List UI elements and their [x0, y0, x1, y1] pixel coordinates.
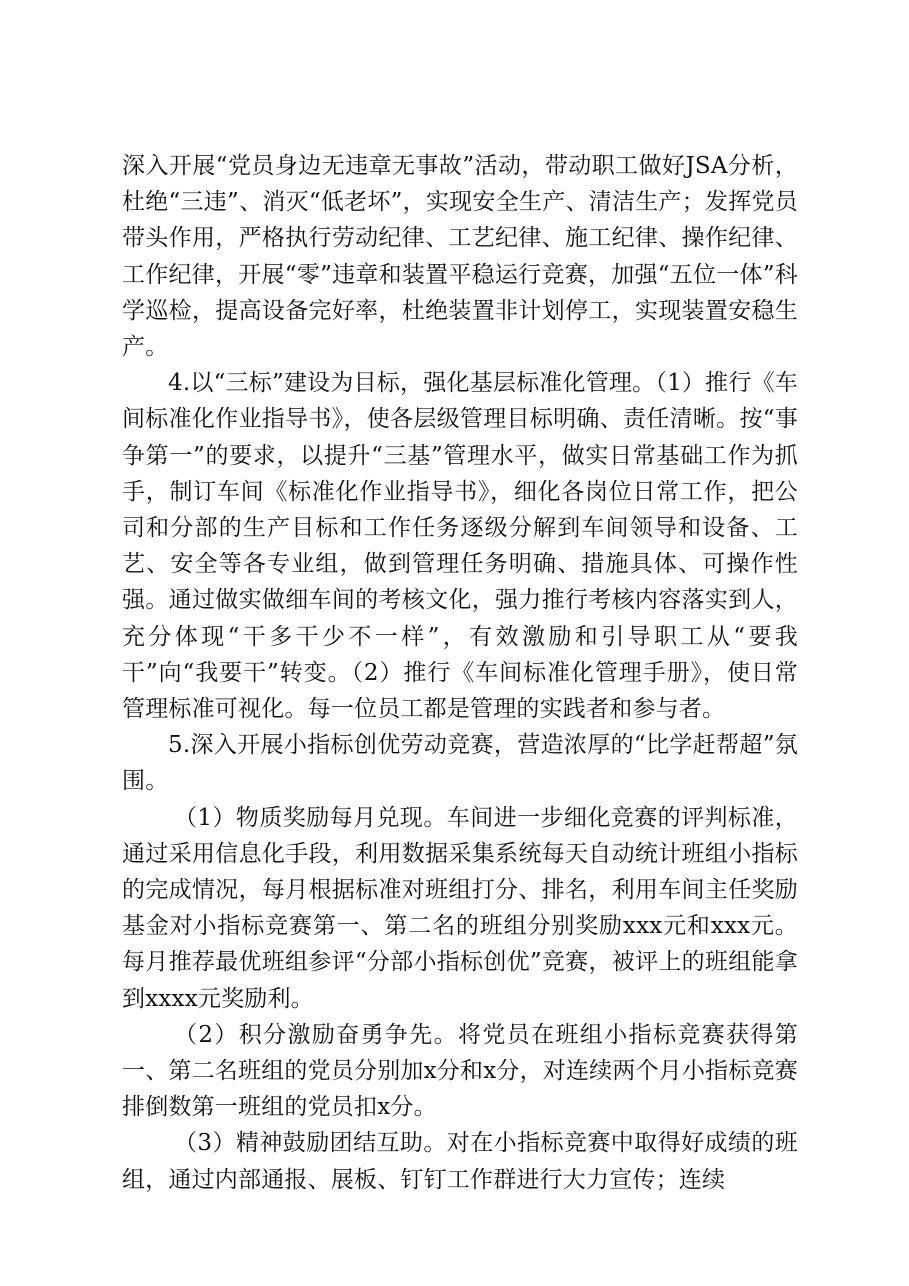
paragraph-item-1: （1）物质奖励每月兑现。车间进一步细化竞赛的评判标准，通过采用信息化手段，利用数据采集系统每天自动统计班组小指标的完成情况，每月根据标准对班组打分、排名，利用车间主任奖励基金对小指标竞赛第一、第二名的班组分别奖励xxx元和xxx元。每月推荐最优班组参评“分部小指标创优”竞赛，被评上的班组能拿到xxxx元奖励利。: [122, 804, 798, 1012]
paragraph-item-2: （2）积分激励奋勇争先。将党员在班组小指标竞赛获得第一、第二名班组的党员分别加x分和x分，对连续两个月小指标竞赛排倒数第一班组的党员扣x分。: [122, 1021, 798, 1121]
paragraph-item-3: （3）精神鼓励团结互助。对在小指标竞赛中取得好成绩的班组，通过内部通报、展板、钉钉工作群进行大力宣传；连续: [122, 1130, 798, 1193]
paragraph-continuation: 深入开展“党员身边无违章无事故”活动，带动职工做好JSA分析，杜绝“三违”、消灭“低老坏”，实现安全生产、清洁生产；发挥党员带头作用，严格执行劳动纪律、工艺纪律、施工纪律、操作纪律、工作纪律，开展“零”违章和装置平稳运行竞赛，加强“五位一体”科学巡检，提高设备完好率，杜绝装置非计划停工，实现装置安稳生产。: [122, 153, 798, 361]
paragraph-section-5: 5.深入开展小指标创优劳动竞赛，营造浓厚的“比学赶帮超”氛围。: [122, 732, 798, 795]
paragraph-section-4: 4.以“三标”建设为目标，强化基层标准化管理。（1）推行《车间标准化作业指导书》，使各层级管理目标明确、责任清晰。按“事争第一”的要求，以提升“三基”管理水平，做实日常基础工作为抓手，制订车间《标准化作业指导书》，细化各岗位日常工作，把公司和分部的生产目标和工作任务逐级分解到车间领导和设备、工艺、安全等各专业组，做到管理任务明确、措施具体、可操作性强。通过做实做细车间的考核文化，强力推行考核内容落实到人，充分体现“干多干少不一样”，有效激励和引导职工从“要我干”向“我要干”转变。（2）推行《车间标准化管理手册》，使日常管理标准可视化。每一位员工都是管理的实践者和参与者。: [122, 370, 798, 723]
document-body: [122, 148, 798, 1198]
